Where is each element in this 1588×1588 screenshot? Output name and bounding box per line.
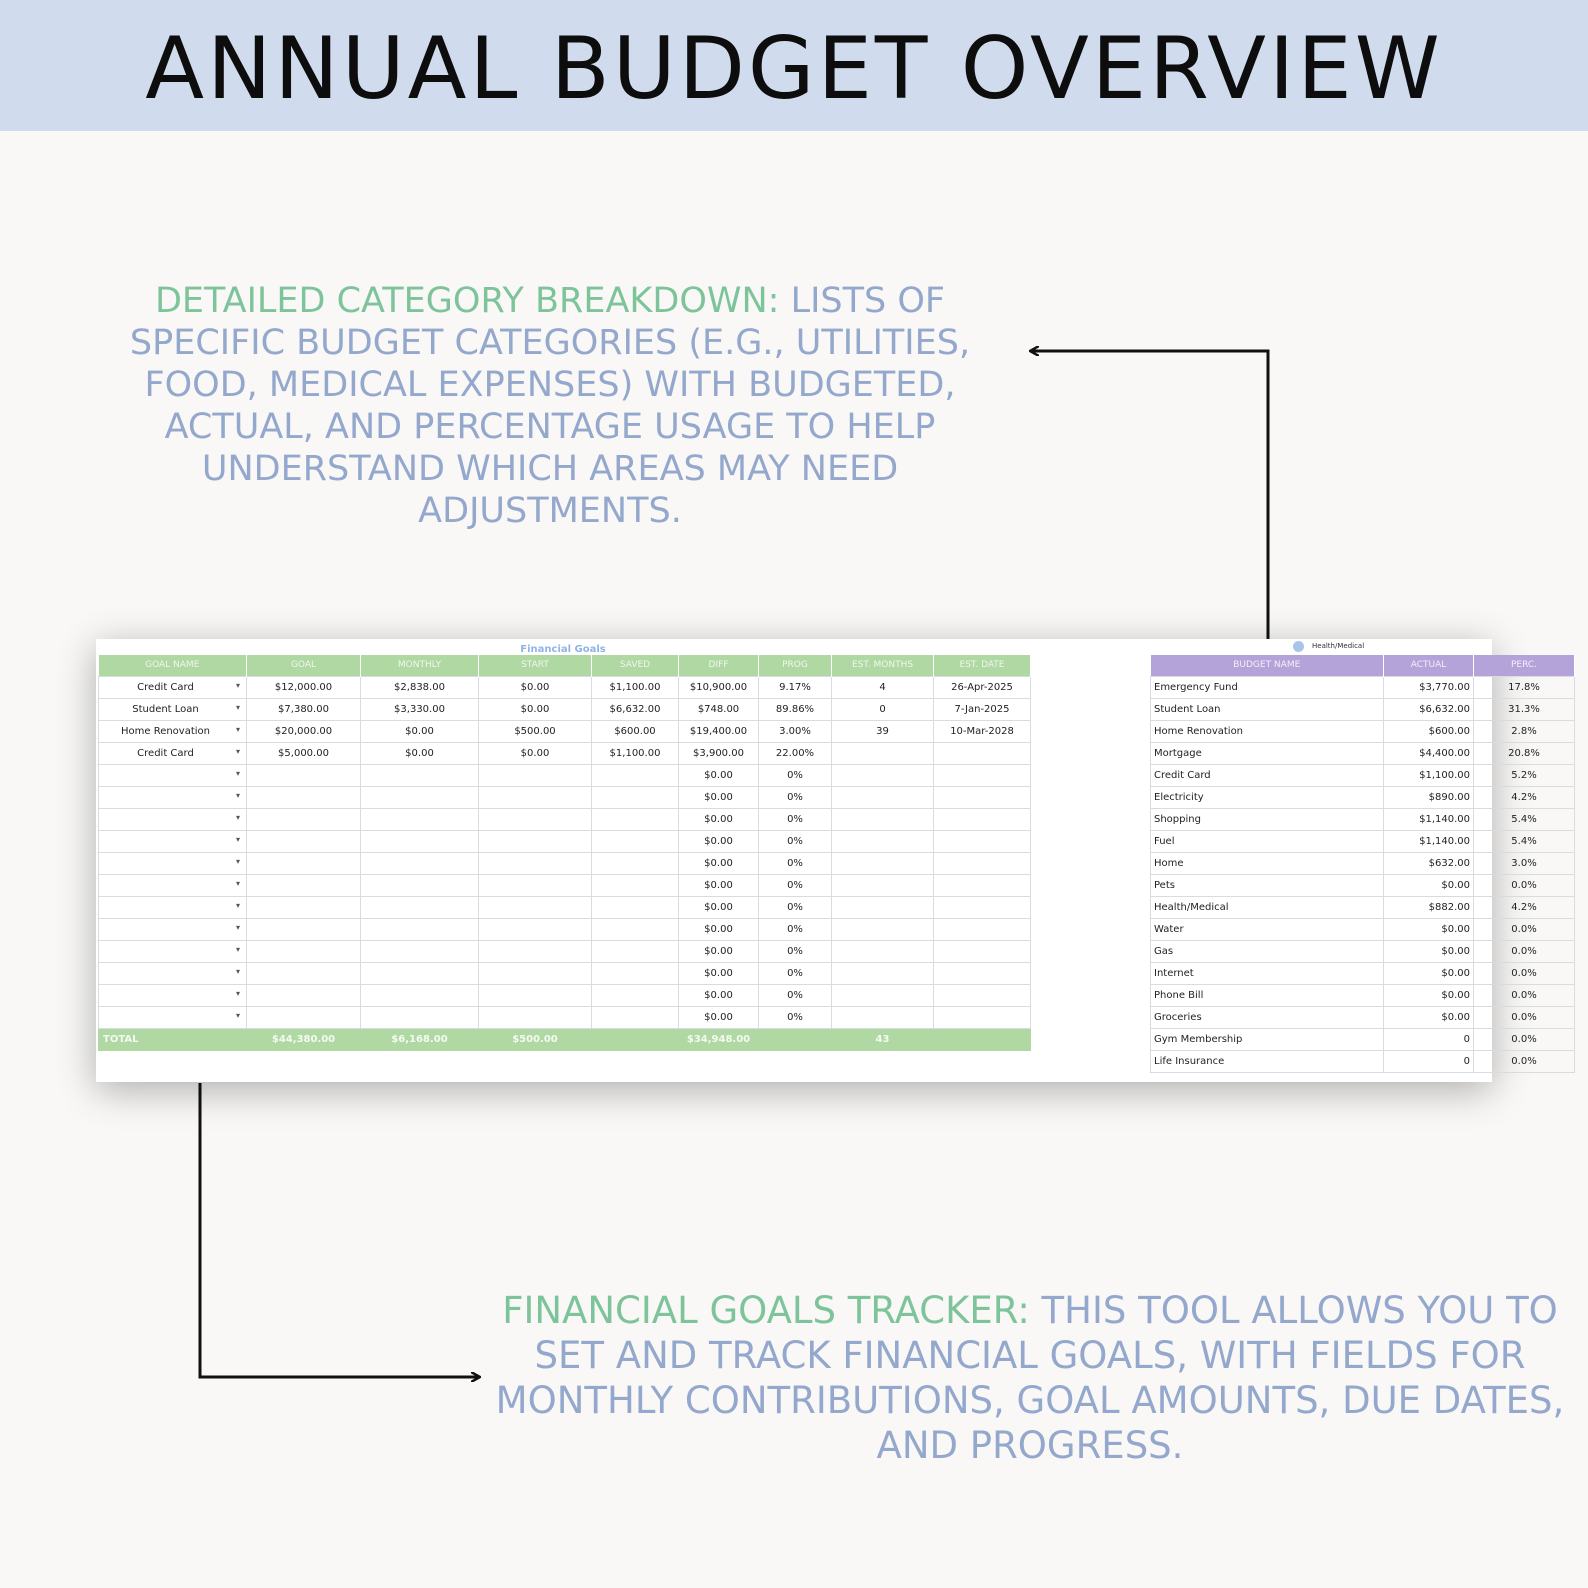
goals-col-header: GOAL NAME: [99, 655, 247, 676]
caret-down-icon[interactable]: ▾: [235, 702, 240, 712]
table-cell: Credit Card: [1151, 764, 1384, 786]
table-cell: 5.4%: [1474, 830, 1575, 852]
table-cell: Health/Medical: [1151, 896, 1384, 918]
table-cell: 2.8%: [1474, 720, 1575, 742]
table-cell: [361, 984, 479, 1006]
table-cell: Groceries: [1151, 1006, 1384, 1028]
legend-label: Health/Medical: [1312, 642, 1365, 650]
table-cell: [361, 1006, 479, 1028]
table-row: [1151, 808, 1575, 830]
table-cell: [934, 1006, 1031, 1028]
table-cell: 0.0%: [1474, 1050, 1575, 1072]
table-row: [1151, 742, 1575, 764]
table-cell: [479, 830, 592, 852]
table-cell: [832, 984, 934, 1006]
table-cell: $0.00: [1384, 874, 1474, 896]
table-cell: 0%: [759, 786, 832, 808]
spreadsheet-preview: [96, 639, 1540, 1082]
table-row: [1151, 786, 1575, 808]
table-cell: [832, 742, 934, 764]
table-row: [1151, 852, 1575, 874]
table-cell: [592, 940, 679, 962]
table-cell: $12,000.00: [247, 676, 361, 698]
table-cell: [479, 852, 592, 874]
table-cell: 9.17%: [759, 676, 832, 698]
callout-category-breakdown-highlight: DETAILED CATEGORY BREAKDOWN:: [154, 281, 780, 321]
table-cell: $0.00: [479, 742, 592, 764]
table-cell: [479, 896, 592, 918]
table-cell: [934, 940, 1031, 962]
table-cell: Shopping: [1151, 808, 1384, 830]
table-row: [99, 852, 1031, 874]
table-cell: [832, 896, 934, 918]
table-cell: $0.00: [679, 918, 759, 940]
table-cell: [361, 874, 479, 896]
table-cell: 0%: [759, 918, 832, 940]
goal-name-dropdown[interactable]: [99, 742, 247, 764]
table-cell: [361, 962, 479, 984]
goal-name-dropdown[interactable]: [99, 808, 247, 830]
table-cell: $0.00: [479, 698, 592, 720]
table-cell: [934, 808, 1031, 830]
arrow-to-goals-callout: [200, 1083, 479, 1377]
table-cell: $0.00: [679, 896, 759, 918]
caret-down-icon[interactable]: ▾: [235, 922, 240, 932]
table-cell: [832, 852, 934, 874]
table-cell: [361, 764, 479, 786]
table-cell: $0.00: [679, 962, 759, 984]
table-cell: $0.00: [679, 786, 759, 808]
table-cell: $1,140.00: [1384, 808, 1474, 830]
table-cell: Internet: [1151, 962, 1384, 984]
table-cell: 0: [1384, 1028, 1474, 1050]
budget-col-header: ACTUAL: [1384, 655, 1474, 676]
goal-name-dropdown[interactable]: [99, 918, 247, 940]
goal-name-text: Home Renovation: [120, 725, 211, 737]
table-cell: [479, 764, 592, 786]
table-row: [1151, 764, 1575, 786]
table-row: [1151, 1028, 1575, 1050]
table-cell: [592, 830, 679, 852]
table-cell: [592, 918, 679, 940]
table-cell: $3,770.00: [1384, 676, 1474, 698]
table-cell: $0.00: [679, 940, 759, 962]
table-cell: $0.00: [1384, 940, 1474, 962]
total-cell: $500.00: [479, 1028, 592, 1050]
goal-name-text: Student Loan: [132, 703, 199, 715]
table-cell: [479, 1006, 592, 1028]
table-cell: 0.0%: [1474, 962, 1575, 984]
table-cell: [592, 1006, 679, 1028]
table-cell: 3.00%: [759, 720, 832, 742]
caret-down-icon[interactable]: ▾: [235, 856, 240, 866]
table-cell: 0%: [759, 984, 832, 1006]
table-cell: $3,330.00: [361, 698, 479, 720]
table-cell: [934, 984, 1031, 1006]
table-cell: [247, 808, 361, 830]
goals-col-header: GOAL: [247, 655, 361, 676]
table-cell: 0.0%: [1474, 1006, 1575, 1028]
table-cell: 0.0%: [1474, 874, 1575, 896]
table-cell: 4.2%: [1474, 786, 1575, 808]
caret-down-icon[interactable]: ▾: [235, 746, 240, 756]
table-cell: $632.00: [1384, 852, 1474, 874]
table-cell: [592, 962, 679, 984]
total-cell: $34,948.00: [679, 1028, 759, 1050]
budget-col-header: BUDGET NAME: [1151, 655, 1384, 676]
table-cell: $0.00: [361, 742, 479, 764]
callout-goals-tracker-body: THIS TOOL ALLOWS YOU TO SET AND TRACK FINANCIAL GOALS, WITH FIELDS FOR MONTHLY CONTRIBUTIONS, GOAL AMOUNTS, DUE DATES, AND PROGRESS.: [495, 1289, 1565, 1467]
table-row: [99, 940, 1031, 962]
total-cell: [592, 1028, 679, 1050]
table-cell: [934, 962, 1031, 984]
table-cell: 7-Jan-2025: [934, 698, 1031, 720]
budget-table: [1150, 655, 1575, 1073]
table-row: [99, 808, 1031, 830]
table-cell: 0%: [759, 852, 832, 874]
table-cell: $890.00: [1384, 786, 1474, 808]
total-cell: $44,380.00: [247, 1028, 361, 1050]
table-cell: Gas: [1151, 940, 1384, 962]
table-cell: [934, 786, 1031, 808]
table-cell: [934, 764, 1031, 786]
table-cell: [832, 874, 934, 896]
table-cell: Emergency Fund: [1151, 676, 1384, 698]
table-cell: 22.00%: [759, 742, 832, 764]
table-cell: Life Insurance: [1151, 1050, 1384, 1072]
table-cell: [934, 874, 1031, 896]
goals-col-header: SAVED: [592, 655, 679, 676]
table-cell: [832, 918, 934, 940]
total-cell: [934, 1028, 1031, 1050]
table-row: [99, 786, 1031, 808]
table-cell: [361, 852, 479, 874]
table-cell: [247, 984, 361, 1006]
table-cell: $0.00: [679, 852, 759, 874]
table-cell: [592, 874, 679, 896]
table-row: [1151, 676, 1575, 698]
table-cell: $600.00: [592, 720, 679, 742]
table-cell: Water: [1151, 918, 1384, 940]
table-cell: $0.00: [679, 830, 759, 852]
table-cell: 0%: [759, 940, 832, 962]
table-cell: 0%: [759, 808, 832, 830]
arrow-to-category-callout: [1031, 351, 1268, 640]
table-cell: $0.00: [479, 676, 592, 698]
table-cell: $4,400.00: [1384, 742, 1474, 764]
table-cell: 4: [832, 676, 934, 698]
caret-down-icon[interactable]: ▾: [235, 900, 240, 910]
total-cell: 43: [832, 1028, 934, 1050]
table-cell: Mortgage: [1151, 742, 1384, 764]
table-cell: [361, 896, 479, 918]
caret-down-icon[interactable]: ▾: [235, 834, 240, 844]
table-row: [99, 742, 1031, 764]
table-cell: [361, 918, 479, 940]
table-cell: [832, 1006, 934, 1028]
table-cell: Pets: [1151, 874, 1384, 896]
goal-name-text: Credit Card: [137, 681, 194, 693]
table-cell: [247, 962, 361, 984]
goal-name-dropdown[interactable]: [99, 984, 247, 1006]
caret-down-icon[interactable]: ▾: [235, 724, 240, 734]
page-title: ANNUAL BUDGET OVERVIEW: [145, 19, 1443, 119]
goal-name-dropdown[interactable]: [99, 786, 247, 808]
table-cell: [832, 786, 934, 808]
table-row: [99, 984, 1031, 1006]
caret-down-icon[interactable]: ▾: [235, 812, 240, 822]
table-cell: Gym Membership: [1151, 1028, 1384, 1050]
goal-name-dropdown[interactable]: [99, 852, 247, 874]
table-cell: [934, 896, 1031, 918]
table-cell: 0.0%: [1474, 1028, 1575, 1050]
table-cell: 0%: [759, 896, 832, 918]
table-row: [1151, 720, 1575, 742]
goal-name-dropdown[interactable]: [99, 896, 247, 918]
table-cell: [832, 830, 934, 852]
table-cell: 3.0%: [1474, 852, 1575, 874]
table-cell: Fuel: [1151, 830, 1384, 852]
caret-down-icon[interactable]: ▾: [235, 1010, 240, 1020]
table-cell: $0.00: [1384, 1006, 1474, 1028]
table-row: [1151, 874, 1575, 896]
table-row: [1151, 896, 1575, 918]
caret-down-icon[interactable]: ▾: [235, 680, 240, 690]
table-cell: [479, 962, 592, 984]
table-cell: $0.00: [679, 1006, 759, 1028]
table-cell: 0.0%: [1474, 918, 1575, 940]
table-cell: $0.00: [1384, 984, 1474, 1006]
table-cell: [934, 742, 1031, 764]
table-cell: [592, 786, 679, 808]
callout-category-breakdown: [110, 280, 990, 532]
table-row: [99, 676, 1031, 698]
table-cell: $0.00: [1384, 962, 1474, 984]
table-cell: $19,400.00: [679, 720, 759, 742]
goals-total-row: [99, 1028, 1031, 1050]
table-cell: [934, 830, 1031, 852]
goal-name-text: Credit Card: [137, 747, 194, 759]
table-cell: [247, 874, 361, 896]
table-row: [99, 918, 1031, 940]
table-cell: [479, 940, 592, 962]
table-cell: $0.00: [679, 984, 759, 1006]
table-cell: 0%: [759, 1006, 832, 1028]
table-row: [99, 830, 1031, 852]
table-cell: $1,100.00: [592, 742, 679, 764]
goal-name-dropdown[interactable]: [99, 940, 247, 962]
table-cell: [832, 962, 934, 984]
table-cell: $0.00: [679, 874, 759, 896]
goals-col-header: MONTHLY: [361, 655, 479, 676]
table-cell: [247, 896, 361, 918]
table-cell: $20,000.00: [247, 720, 361, 742]
table-cell: [361, 808, 479, 830]
table-row: [1151, 830, 1575, 852]
table-row: [99, 1006, 1031, 1028]
table-cell: 0.0%: [1474, 940, 1575, 962]
table-cell: Student Loan: [1151, 698, 1384, 720]
table-cell: $748.00: [679, 698, 759, 720]
table-cell: 17.8%: [1474, 676, 1575, 698]
table-cell: $5,000.00: [247, 742, 361, 764]
caret-down-icon[interactable]: ▾: [235, 790, 240, 800]
chart-legend: [1293, 639, 1364, 653]
table-cell: $10,900.00: [679, 676, 759, 698]
table-cell: 31.3%: [1474, 698, 1575, 720]
table-cell: 0%: [759, 830, 832, 852]
table-cell: $0.00: [679, 808, 759, 830]
table-cell: [247, 786, 361, 808]
table-cell: $6,632.00: [592, 698, 679, 720]
table-cell: 0%: [759, 962, 832, 984]
table-cell: $1,100.00: [1384, 764, 1474, 786]
table-row: [1151, 698, 1575, 720]
budget-header-row: [1151, 655, 1575, 676]
table-cell: 0.0%: [1474, 984, 1575, 1006]
table-row: [1151, 1006, 1575, 1028]
table-row: [99, 896, 1031, 918]
table-cell: [832, 940, 934, 962]
caret-down-icon[interactable]: ▾: [235, 944, 240, 954]
table-cell: Home: [1151, 852, 1384, 874]
table-cell: [479, 918, 592, 940]
table-cell: [247, 918, 361, 940]
table-cell: [247, 764, 361, 786]
goals-col-header: EST. DATE: [934, 655, 1031, 676]
table-cell: [247, 1006, 361, 1028]
table-cell: [479, 786, 592, 808]
goal-name-dropdown[interactable]: [99, 676, 247, 698]
total-cell: [759, 1028, 832, 1050]
table-cell: 0: [832, 698, 934, 720]
table-cell: 5.4%: [1474, 808, 1575, 830]
table-cell: [592, 808, 679, 830]
caret-down-icon[interactable]: ▾: [235, 768, 240, 778]
goal-name-dropdown[interactable]: [99, 698, 247, 720]
table-cell: [479, 984, 592, 1006]
table-cell: $6,632.00: [1384, 698, 1474, 720]
table-cell: 20.8%: [1474, 742, 1575, 764]
table-cell: 39: [832, 720, 934, 742]
table-cell: 10-Mar-2028: [934, 720, 1031, 742]
table-cell: 0%: [759, 764, 832, 786]
table-cell: 26-Apr-2025: [934, 676, 1031, 698]
table-row: [99, 874, 1031, 896]
caret-down-icon[interactable]: ▾: [235, 878, 240, 888]
table-row: [1151, 918, 1575, 940]
table-cell: [934, 852, 1031, 874]
caret-down-icon[interactable]: ▾: [235, 966, 240, 976]
table-cell: [247, 940, 361, 962]
table-cell: $1,140.00: [1384, 830, 1474, 852]
goals-col-header: PROG: [759, 655, 832, 676]
table-cell: $2,838.00: [361, 676, 479, 698]
total-cell: $6,168.00: [361, 1028, 479, 1050]
table-row: [99, 962, 1031, 984]
table-cell: [479, 808, 592, 830]
callout-category-breakdown-body: LISTS OF SPECIFIC BUDGET CATEGORIES (E.G., UTILITIES, FOOD, MEDICAL EXPENSES) WITH BUDGETED, ACTUAL, AND PERCENTAGE USAGE TO HELP UNDERSTAND WHICH AREAS MAY NEED ADJUSTMENTS.: [129, 281, 971, 531]
table-cell: $7,380.00: [247, 698, 361, 720]
total-cell: TOTAL: [99, 1028, 247, 1050]
goal-name-dropdown[interactable]: [99, 1006, 247, 1028]
table-cell: [592, 896, 679, 918]
budget-col-header: PERC.: [1474, 655, 1575, 676]
table-cell: [361, 940, 479, 962]
goal-name-dropdown[interactable]: [99, 764, 247, 786]
legend-dot-icon: [1293, 641, 1304, 652]
table-cell: [832, 764, 934, 786]
table-cell: $0.00: [1384, 918, 1474, 940]
table-cell: [832, 808, 934, 830]
callout-goals-tracker-highlight: FINANCIAL GOALS TRACKER:: [502, 1289, 1030, 1332]
table-cell: $500.00: [479, 720, 592, 742]
table-row: [99, 698, 1031, 720]
table-cell: [934, 918, 1031, 940]
goal-name-dropdown[interactable]: [99, 720, 247, 742]
table-cell: $3,900.00: [679, 742, 759, 764]
table-cell: 4.2%: [1474, 896, 1575, 918]
table-cell: [592, 852, 679, 874]
table-cell: 0%: [759, 874, 832, 896]
table-cell: [592, 764, 679, 786]
table-cell: 0: [1384, 1050, 1474, 1072]
financial-goals-table: [98, 655, 1031, 1051]
table-cell: $600.00: [1384, 720, 1474, 742]
goal-name-dropdown[interactable]: [99, 874, 247, 896]
table-cell: 5.2%: [1474, 764, 1575, 786]
callout-goals-tracker: [490, 1288, 1570, 1468]
goals-header-row: [99, 655, 1031, 676]
table-cell: [247, 830, 361, 852]
goals-col-header: START: [479, 655, 592, 676]
table-cell: [361, 830, 479, 852]
table-cell: $0.00: [679, 764, 759, 786]
table-cell: $0.00: [361, 720, 479, 742]
goals-col-header: EST. MONTHS: [832, 655, 934, 676]
table-cell: 89.86%: [759, 698, 832, 720]
table-row: [1151, 940, 1575, 962]
goal-name-dropdown[interactable]: [99, 830, 247, 852]
goals-body: [99, 676, 1031, 1050]
caret-down-icon[interactable]: ▾: [235, 988, 240, 998]
table-cell: [592, 984, 679, 1006]
table-cell: [247, 852, 361, 874]
table-cell: $1,100.00: [592, 676, 679, 698]
goals-col-header: DIFF: [679, 655, 759, 676]
table-row: [99, 764, 1031, 786]
table-row: [99, 720, 1031, 742]
table-row: [1151, 984, 1575, 1006]
goal-name-dropdown[interactable]: [99, 962, 247, 984]
table-cell: Home Renovation: [1151, 720, 1384, 742]
table-row: [1151, 962, 1575, 984]
table-cell: Phone Bill: [1151, 984, 1384, 1006]
budget-body: [1151, 676, 1575, 1072]
table-cell: [479, 874, 592, 896]
financial-goals-title: Financial Goals: [520, 644, 606, 655]
table-cell: [361, 786, 479, 808]
table-cell: $882.00: [1384, 896, 1474, 918]
table-row: [1151, 1050, 1575, 1072]
table-cell: Electricity: [1151, 786, 1384, 808]
